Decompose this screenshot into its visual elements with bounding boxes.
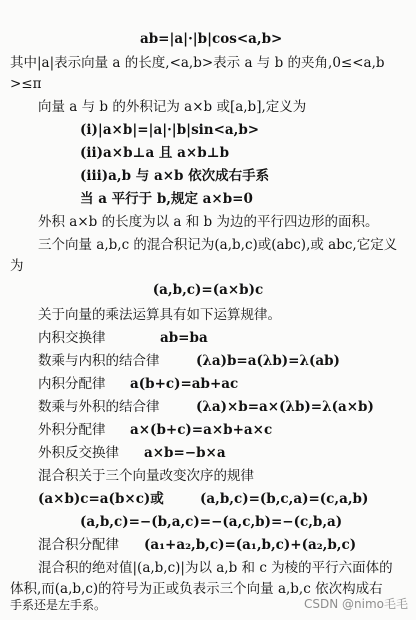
rule-formula: (λa)b=a(λb)=λ(ab) bbox=[196, 353, 340, 369]
mixed-product-formula: (a,b,c)=(a×b)c bbox=[152, 282, 264, 298]
rule-label: 内积交换律 bbox=[38, 330, 106, 346]
rule-formula: a×(b+c)=a×b+a×c bbox=[130, 422, 273, 438]
rule-label: 混合积分配律 bbox=[38, 537, 119, 553]
rule-formula: (λa)×b=a×(λb)=λ(a×b) bbox=[196, 399, 374, 415]
text-line: 为 bbox=[10, 258, 24, 274]
text-line: 手系还是左手系。 bbox=[10, 598, 107, 612]
parallel-rule: 当 a 平行于 b,规定 a×b=0 bbox=[80, 191, 253, 207]
text-line: 三个向量 a,b,c 的混合积记为(a,b,c)或(abc),或 abc,它定义 bbox=[38, 237, 398, 253]
cross-product-def-2: (ⅱ)a×b⊥a 且 a×b⊥b bbox=[80, 145, 230, 161]
watermark: CSDN @nimo毛毛 bbox=[304, 597, 408, 611]
dot-product-formula: ab=|a|·|b|cos<a,b> bbox=[140, 31, 283, 47]
text-line: 体积,而(a,b,c)的符号为正或负表示三个向量 a,b,c 依次构成右 bbox=[10, 581, 383, 597]
text-line: 关于向量的乘法运算具有如下运算规律。 bbox=[38, 307, 281, 323]
rule-formula: ab=ba bbox=[160, 330, 208, 346]
rule-label: 数乘与外积的结合律 bbox=[38, 399, 160, 415]
rule-formula: (a₁+a₂,b,c)=(a₁,b,c)+(a₂,b,c) bbox=[144, 537, 357, 553]
rule-formula: (a×b)c=a(b×c)或 bbox=[38, 491, 164, 507]
text-line: 混合积关于三个向量改变次序的规律 bbox=[38, 468, 254, 484]
cross-product-def-1: (ⅰ)|a×b|=|a|·|b|sin<a,b> bbox=[80, 122, 260, 138]
rule-formula: a(b+c)=ab+ac bbox=[130, 376, 239, 392]
text-line: 混合积的绝对值|(a,b,c)|为以 a,b 和 c 为棱的平行六面体的 bbox=[38, 560, 393, 576]
rule-label: 内积分配律 bbox=[38, 376, 106, 392]
rule-label: 外积分配律 bbox=[38, 422, 106, 438]
text-line: 向量 a 与 b 的外积记为 a×b 或[a,b],定义为 bbox=[38, 99, 307, 115]
text-line: 其中|a|表示向量 a 的长度,<a,b>表示 a 与 b 的夹角,0≤<a,b bbox=[10, 55, 385, 71]
rule-formula: (a,b,c)=(b,c,a)=(c,a,b) bbox=[200, 491, 369, 507]
rule-formula: a×b=−b×a bbox=[144, 445, 226, 461]
cross-product-def-3: (ⅲ)a,b 与 a×b 依次成右手系 bbox=[80, 168, 270, 184]
rule-label: 外积反交换律 bbox=[38, 445, 119, 461]
rule-label: 数乘与内积的结合律 bbox=[38, 353, 160, 369]
text-line: 外积 a×b 的长度为以 a 和 b 为边的平行四边形的面积。 bbox=[38, 214, 379, 230]
text-line: >≤π bbox=[10, 76, 42, 92]
rule-formula: (a,b,c)=−(b,a,c)=−(a,c,b)=−(c,b,a) bbox=[80, 514, 343, 530]
